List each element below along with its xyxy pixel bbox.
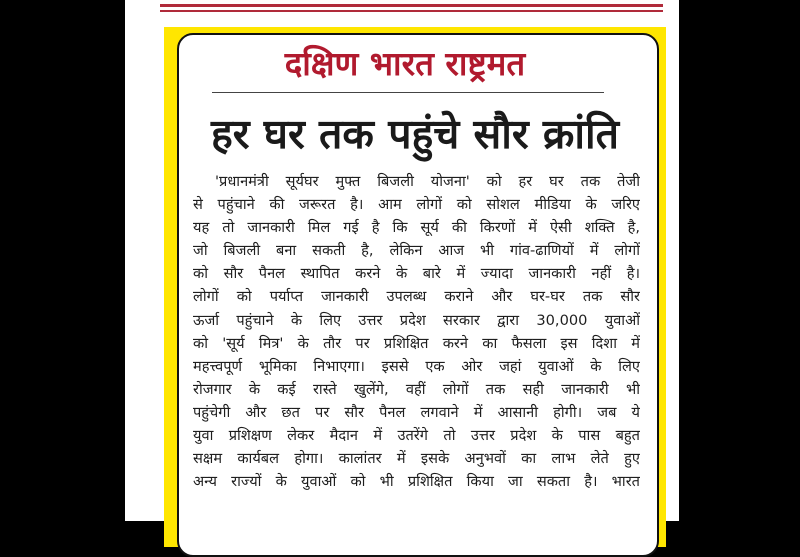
article-body xyxy=(193,170,640,493)
body-line: 'प्रधानमंत्री सूर्यघर मुफ्त बिजली योजना' को हर घर तक तेजी xyxy=(215,173,640,190)
body-line: जो बिजली बना सकती है, लेकिन आज भी गांव-ढाणियों में लोगों xyxy=(193,242,640,260)
masthead: दक्षिण भारत राष्ट्रमत xyxy=(284,44,526,83)
body-line: को सौर पैनल स्थापित करने के बारे में ज्यादा जानकारी नहीं है। xyxy=(193,265,640,283)
top-rule xyxy=(160,4,663,7)
body-line: महत्त्वपूर्ण भूमिका निभाएगा। इससे एक ओर जहां युवाओं के लिए xyxy=(193,357,640,375)
masthead-divider xyxy=(212,92,604,93)
body-line: पहुंचेगी और छत पर सौर पैनल लगवाने में आसानी होगी। जब ये xyxy=(193,403,640,421)
body-line: अन्य राज्यों के युवाओं को भी प्रशिक्षित किया जा सकता है। भारत xyxy=(193,473,640,491)
body-line: ऊर्जा पहुंचाने के लिए उत्तर प्रदेश सरकार द्वारा 30,000 युवाओं xyxy=(193,311,640,329)
body-line: को 'सूर्य मित्र' के तौर पर प्रशिक्षित करने का फैसला इस दिशा में xyxy=(193,334,640,352)
body-line: रोजगार के कई रास्ते खुलेंगे, वहीं लोगों तक सही जानकारी भी xyxy=(193,380,640,398)
headline: हर घर तक पहुंचे सौर क्रांति xyxy=(210,110,620,158)
body-line: लोगों को पर्याप्त जानकारी उपलब्ध कराने और घर-घर तक सौर xyxy=(193,288,640,306)
body-line: सक्षम कार्यबल होगा। कालांतर में इसके अनुभवों का लाभ लेते हुए xyxy=(193,450,640,468)
body-line: युवा प्रशिक्षण लेकर मैदान में उतरेंगे तो उत्तर प्रदेश के पास बहुत xyxy=(193,427,640,445)
body-line: से पहुंचाने की जरूरत है। आम लोगों को सोशल मीडिया के जरिए xyxy=(193,196,640,214)
top-rule-secondary xyxy=(160,10,663,12)
body-line: यह तो जानकारी मिल गई है कि सूर्य की किरणों में ऐसी शक्ति है, xyxy=(193,219,640,237)
